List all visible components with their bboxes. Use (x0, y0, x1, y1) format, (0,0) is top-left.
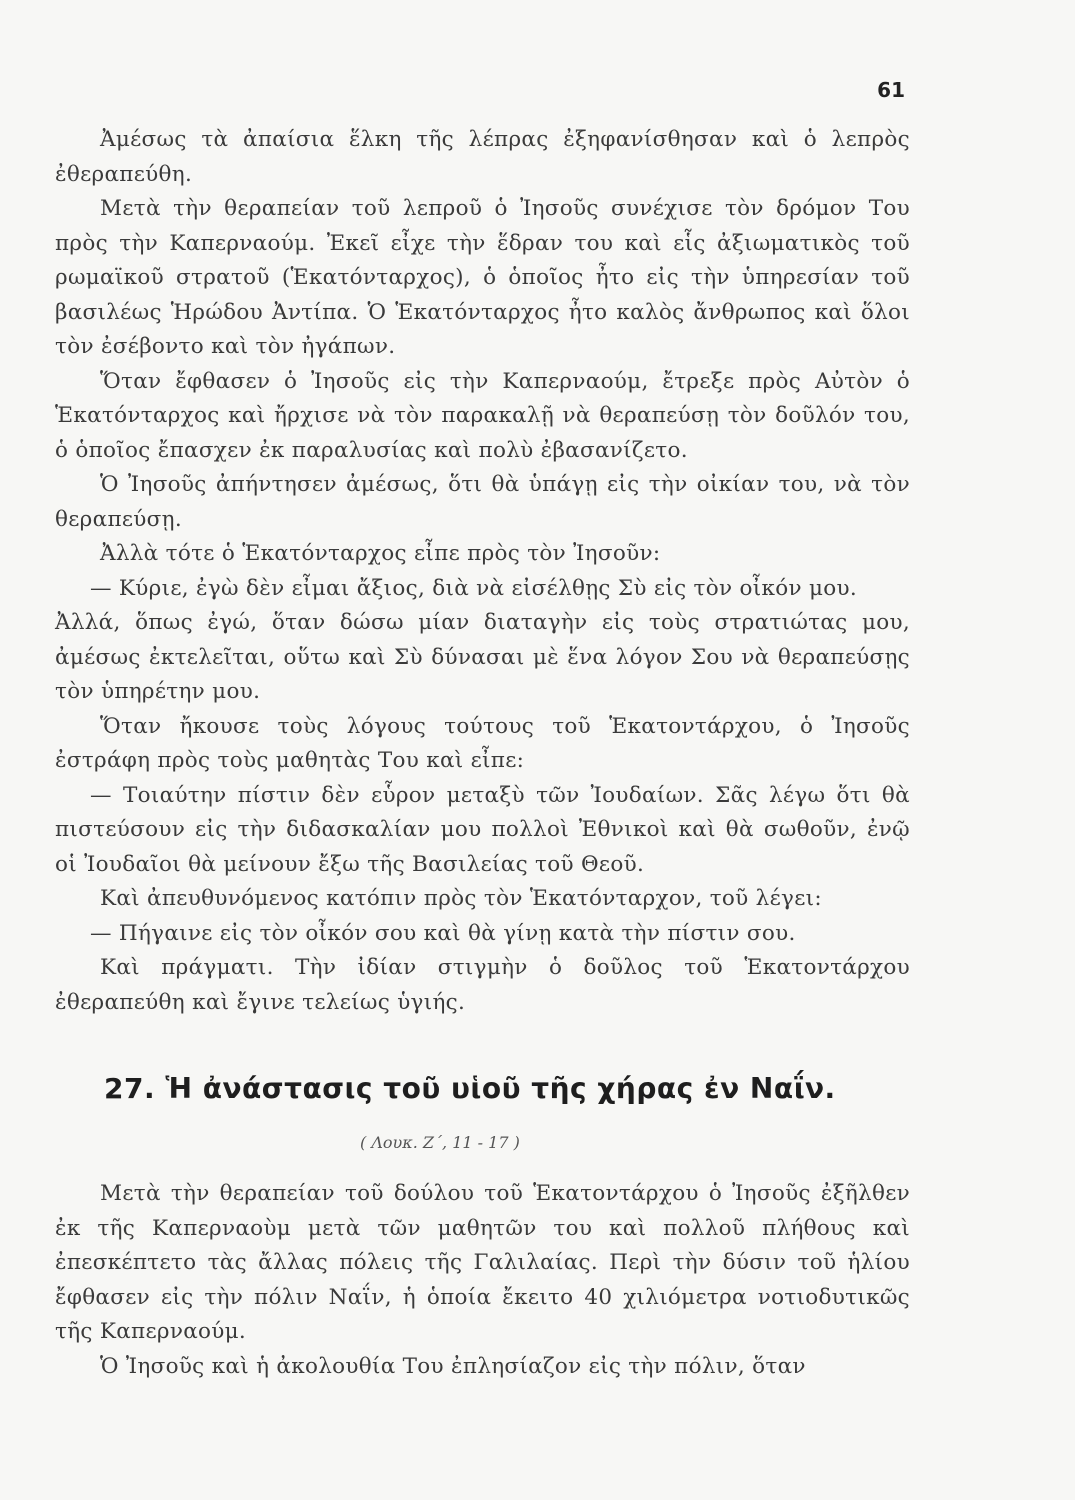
chapter-heading: 27. Ἡ ἀνάστασις τοῦ υἱοῦ τῆς χήρας ἐν Ναΐν. (104, 1072, 836, 1105)
paragraph: Ἀλλά, ὅπως ἐγώ, ὅταν δώσω μίαν διαταγὴν εἰς τοὺς στρατιώτας μου, ἀμέσως ἐκτελεῖται, οὕτω καὶ Σὺ δύνασαι μὲ ἕνα λόγον Σου νὰ θεραπεύσῃς τὸν ὑπηρέτην μου. (55, 610, 910, 704)
page-number: 61 (877, 78, 905, 102)
body-text-section-1 (55, 123, 910, 1020)
paragraph: Μετὰ τὴν θεραπείαν τοῦ δούλου τοῦ Ἑκατοντάρχου ὁ Ἰησοῦς ἐξῆλθεν ἐκ τῆς Καπερναοὺμ μετὰ τῶν μαθητῶν του καὶ πολλοῦ πλήθους καὶ ἐπεσκέπτετο τὰς ἄλλας πόλεις τῆς Γαλιλαίας. Περὶ τὴν δύσιν τοῦ ἡλίου ἔφθασεν εἰς τὴν πόλιν Ναΐν, ἡ ὁποία ἔκειτο 40 χιλιόμετρα νοτιοδυτικῶς τῆς Καπερναούμ. (55, 1181, 910, 1344)
dialogue-paragraph: — Πήγαινε εἰς τὸν οἶκόν σου καὶ θὰ γίνῃ κατὰ τὴν πίστιν σου. (90, 920, 796, 946)
paragraph: Μετὰ τὴν θεραπείαν τοῦ λεπροῦ ὁ Ἰησοῦς συνέχισε τὸν δρόμον Του πρὸς τὴν Καπερναούμ. Ἐκεῖ εἶχε τὴν ἕδραν του καὶ εἷς ἀξιωματικὸς τοῦ ρωμαϊκοῦ στρατοῦ (Ἑκατόνταρχος), ὁ ὁποῖος ἦτο εἰς τὴν ὑπηρεσίαν τοῦ βασιλέως Ἡρώδου Ἀντίπα. Ὁ Ἑκατόνταρχος ἦτο καλὸς ἄνθρωπος καὶ ὅλοι τὸν ἐσέβοντο καὶ τὸν ἠγάπων. (55, 196, 910, 359)
paragraph: Ὁ Ἰησοῦς ἀπήντησεν ἀμέσως, ὅτι θὰ ὑπάγῃ εἰς τὴν οἰκίαν του, νὰ τὸν θεραπεύσῃ. (55, 472, 910, 532)
chapter-reference: ( Λουκ. Ζ΄, 11 - 17 ) (360, 1133, 520, 1152)
paragraph: Ὁ Ἰησοῦς καὶ ἡ ἀκολουθία Του ἐπλησίαζον εἰς τὴν πόλιν, ὅταν (100, 1353, 806, 1379)
dialogue-paragraph: — Κύριε, ἐγὼ δὲν εἶμαι ἄξιος, διὰ νὰ εἰσέλθῃς Σὺ εἰς τὸν οἶκόν μου. (90, 575, 857, 601)
body-text-section-2 (55, 1177, 910, 1384)
paragraph: Ἀμέσως τὰ ἀπαίσια ἕλκη τῆς λέπρας ἐξηφανίσθησαν καὶ ὁ λεπρὸς ἐθεραπεύθη. (55, 127, 910, 187)
paragraph: Ὅταν ἤκουσε τοὺς λόγους τούτους τοῦ Ἑκατοντάρχου, ὁ Ἰησοῦς ἐστράφη πρὸς τοὺς μαθητὰς Του καὶ εἶπε: (55, 713, 910, 773)
paragraph: Καὶ πράγματι. Τὴν ἰδίαν στιγμὴν ὁ δοῦλος τοῦ Ἑκατοντάρχου ἐθεραπεύθη καὶ ἔγινε τελείως ὑγιής. (55, 955, 910, 1015)
paragraph: Καὶ ἀπευθυνόμενος κατόπιν πρὸς τὸν Ἑκατόνταρχον, τοῦ λέγει: (100, 886, 822, 911)
paragraph: Ἀλλὰ τότε ὁ Ἑκατόνταρχος εἶπε πρὸς τὸν Ἰησοῦν: (100, 541, 661, 566)
dialogue-paragraph: — Τοιαύτην πίστιν δὲν εὗρον μεταξὺ τῶν Ἰουδαίων. Σᾶς λέγω ὅτι θὰ πιστεύσουν εἰς τὴν διδασκαλίαν μου πολλοὶ Ἐθνικοὶ καὶ θὰ σωθοῦν, ἐνῷ οἱ Ἰουδαῖοι θὰ μείνουν ἔξω τῆς Βασιλείας τοῦ Θεοῦ. (55, 782, 910, 877)
paragraph: Ὅταν ἔφθασεν ὁ Ἰησοῦς εἰς τὴν Καπερναούμ, ἔτρεξε πρὸς Αὐτὸν ὁ Ἑκατόνταρχος καὶ ἤρχισε νὰ τὸν παρακαλῇ νὰ θεραπεύσῃ τὸν δοῦλόν του, ὁ ὁποῖος ἔπασχεν ἐκ παραλυσίας καὶ πολὺ ἐβασανίζετο. (55, 368, 910, 463)
